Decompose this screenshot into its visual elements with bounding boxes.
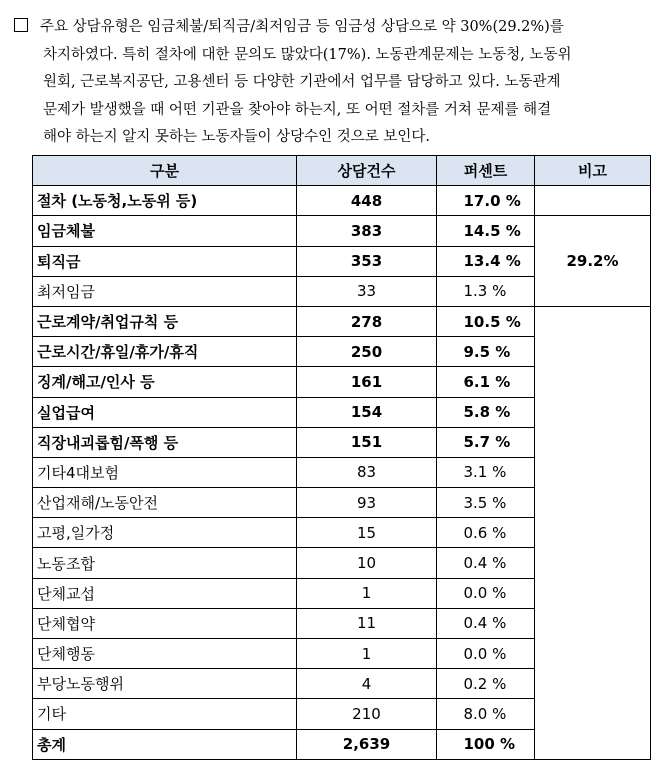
row-percent-cell bbox=[437, 397, 535, 427]
row-count: 11 bbox=[297, 608, 437, 638]
row-category: 절차 (노동청,노동위 등) bbox=[33, 186, 297, 216]
header-percent: 퍼센트 bbox=[437, 156, 535, 186]
total-percent-cell bbox=[437, 729, 535, 759]
row-count: 353 bbox=[297, 246, 437, 276]
row-count: 154 bbox=[297, 397, 437, 427]
row-percent: 0.4 % bbox=[463, 554, 507, 573]
note-cell-empty bbox=[535, 186, 651, 216]
row-percent: 0.6 % bbox=[463, 523, 507, 542]
row-percent: 0.0 % bbox=[463, 644, 507, 663]
row-percent: 0.2 % bbox=[463, 674, 507, 693]
row-count: 1 bbox=[297, 578, 437, 608]
row-percent: 13.4 % bbox=[463, 252, 521, 271]
row-percent: 6.1 % bbox=[463, 372, 511, 391]
total-percent: 100 % bbox=[463, 735, 516, 754]
intro-paragraph bbox=[14, 14, 664, 152]
row-percent-cell bbox=[437, 699, 535, 729]
row-percent-cell bbox=[437, 669, 535, 699]
row-category: 근로시간/휴일/휴가/휴직 bbox=[33, 337, 297, 367]
row-category: 산업재해/노동안전 bbox=[33, 488, 297, 518]
row-percent: 9.5 % bbox=[463, 342, 511, 361]
row-count: 151 bbox=[297, 427, 437, 457]
row-count: 83 bbox=[297, 457, 437, 487]
row-percent: 5.8 % bbox=[463, 403, 511, 422]
row-category: 퇴직금 bbox=[33, 246, 297, 276]
row-percent: 5.7 % bbox=[463, 433, 511, 452]
row-count: 250 bbox=[297, 337, 437, 367]
row-percent-cell bbox=[437, 488, 535, 518]
row-category: 기타4대보험 bbox=[33, 457, 297, 487]
row-percent: 14.5 % bbox=[463, 221, 521, 240]
row-percent: 10.5 % bbox=[463, 312, 521, 331]
row-count: 33 bbox=[297, 276, 437, 306]
row-count: 448 bbox=[297, 186, 437, 216]
paragraph-line-2: 차지하였다. 특히 절차에 대한 문의도 많았다(17%). 노동관계문제는 노동청, 노동위 bbox=[43, 46, 572, 63]
row-category: 노동조합 bbox=[33, 548, 297, 578]
row-percent-cell bbox=[437, 427, 535, 457]
row-percent: 0.4 % bbox=[463, 614, 507, 633]
row-percent: 3.5 % bbox=[463, 493, 507, 512]
total-label: 총계 bbox=[33, 729, 297, 759]
row-percent-cell bbox=[437, 216, 535, 246]
row-percent-cell bbox=[437, 457, 535, 487]
row-category: 기타 bbox=[33, 699, 297, 729]
table-header-row bbox=[33, 156, 651, 186]
paragraph-line-1-text: 주요 상담유형은 임금체불/퇴직금/최저임금 등 임금성 상담으로 약 30%(29.2%)를 bbox=[40, 19, 564, 35]
row-category: 단체행동 bbox=[33, 639, 297, 669]
consultation-table bbox=[32, 155, 651, 760]
row-count: 278 bbox=[297, 306, 437, 336]
row-percent-cell bbox=[437, 337, 535, 367]
table-row bbox=[33, 186, 651, 216]
row-count: 161 bbox=[297, 367, 437, 397]
row-category: 직장내괴롭힘/폭행 등 bbox=[33, 427, 297, 457]
note-cell-empty bbox=[535, 306, 651, 759]
row-percent-cell bbox=[437, 639, 535, 669]
header-count: 상담건수 bbox=[297, 156, 437, 186]
row-percent-cell bbox=[437, 578, 535, 608]
row-category: 최저임금 bbox=[33, 276, 297, 306]
row-percent-cell bbox=[437, 246, 535, 276]
row-count: 93 bbox=[297, 488, 437, 518]
row-count: 10 bbox=[297, 548, 437, 578]
paragraph-line-1 bbox=[14, 14, 664, 42]
row-percent: 0.0 % bbox=[463, 584, 507, 603]
table-row bbox=[33, 306, 651, 336]
row-count: 210 bbox=[297, 699, 437, 729]
table-row bbox=[33, 216, 651, 246]
paragraph-line-4: 문제가 발생했을 때 어떤 기관을 찾아야 하는지, 또 어떤 절차를 거쳐 문제를 해결 bbox=[43, 101, 552, 118]
row-category: 징계/해고/인사 등 bbox=[33, 367, 297, 397]
total-count: 2,639 bbox=[297, 729, 437, 759]
paragraph-line-5: 해야 하는지 알지 못하는 노동자들이 상당수인 것으로 보인다. bbox=[43, 129, 431, 145]
row-count: 1 bbox=[297, 639, 437, 669]
row-percent-cell bbox=[437, 276, 535, 306]
row-percent-cell bbox=[437, 608, 535, 638]
row-category: 임금체불 bbox=[33, 216, 297, 246]
row-percent: 1.3 % bbox=[463, 282, 507, 301]
checkbox-square-icon bbox=[14, 18, 28, 32]
row-count: 383 bbox=[297, 216, 437, 246]
header-category: 구분 bbox=[33, 156, 297, 186]
row-category: 실업급여 bbox=[33, 397, 297, 427]
row-percent-cell bbox=[437, 548, 535, 578]
row-percent: 8.0 % bbox=[463, 704, 507, 723]
row-count: 15 bbox=[297, 518, 437, 548]
row-percent: 17.0 % bbox=[463, 191, 521, 210]
row-category: 부당노동행위 bbox=[33, 669, 297, 699]
row-percent-cell bbox=[437, 518, 535, 548]
row-category: 근로계약/취업규칙 등 bbox=[33, 306, 297, 336]
row-percent: 3.1 % bbox=[463, 463, 507, 482]
header-note: 비고 bbox=[535, 156, 651, 186]
row-percent-cell bbox=[437, 306, 535, 336]
note-wage-total: 29.2% bbox=[535, 216, 651, 307]
row-category: 고평,일가정 bbox=[33, 518, 297, 548]
row-percent-cell bbox=[437, 367, 535, 397]
row-category: 단체교섭 bbox=[33, 578, 297, 608]
row-count: 4 bbox=[297, 669, 437, 699]
row-category: 단체협약 bbox=[33, 608, 297, 638]
paragraph-line-3: 원회, 근로복지공단, 고용센터 등 다양한 기관에서 업무를 담당하고 있다. 노동관계 bbox=[43, 74, 561, 90]
row-percent-cell bbox=[437, 186, 535, 216]
